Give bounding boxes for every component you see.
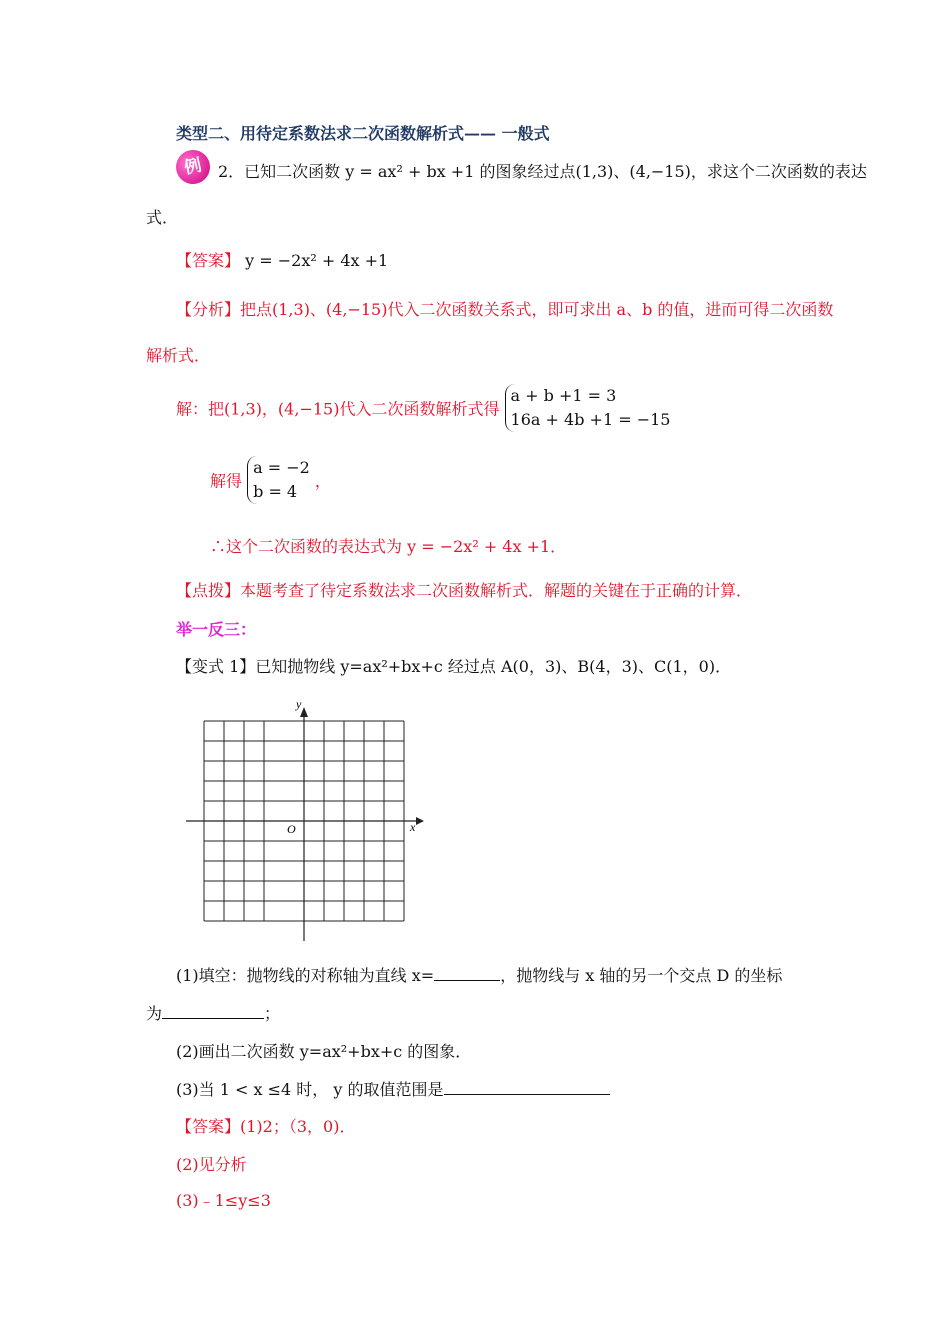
analysis-line2: 解析式．: [146, 346, 211, 365]
q1-text-d: ；: [264, 1004, 281, 1023]
answer-label: 【答案】: [176, 251, 241, 270]
analysis-line1: 【分析】把点(1,3)、(4,−15)代入二次函数关系式，即可求出 a、b 的值，进而可得二次函数: [176, 300, 834, 319]
example-question-line1: 2．已知二次函数 y = ax² + bx +1 的图象经过点(1,3)、(4,−15)，求这个二次函数的表达: [218, 162, 867, 181]
equation-2: 16a + 4b +1 = −15: [510, 410, 671, 429]
x-axis-arrow-icon: [416, 817, 424, 825]
answer-2-line3: (3)﹣1≤y≤3: [176, 1191, 271, 1210]
tip-line: 【点拨】本题考查了待定系数法求二次函数解析式．解题的关键在于正确的计算．: [176, 581, 753, 600]
solution-lead: 解：把(1,3)，(4,−15)代入二次函数解析式得: [176, 399, 500, 419]
solution-result: [210, 456, 331, 504]
example-question-line2: 式．: [146, 208, 179, 227]
answer-formula: y = −2x² + 4x +1: [245, 251, 389, 270]
q3-blank-range[interactable]: [444, 1078, 610, 1095]
solved-lead: 解得: [210, 471, 243, 491]
origin-label: O: [287, 822, 296, 836]
solution-a: a = −2: [253, 458, 310, 477]
answer-2-line2: (2)见分析: [176, 1155, 247, 1174]
q1-blank-axis[interactable]: [434, 964, 500, 981]
question-3: [176, 1077, 610, 1100]
practice-title: 举一反三：: [176, 620, 257, 639]
conclusion-line: ∴这个二次函数的表达式为 y = −2x² + 4x +1．: [210, 537, 567, 556]
x-axis-label: x: [410, 820, 416, 834]
question-2: (2)画出二次函数 y=ax²+bx+c 的图象．: [176, 1042, 472, 1061]
answer-line: [176, 248, 388, 271]
question-1-line1: [176, 963, 782, 986]
equation-1: a + b +1 = 3: [510, 386, 617, 405]
coordinate-grid: [180, 695, 430, 945]
q1-text-c: 为: [146, 1004, 163, 1023]
solution-comma: ，: [314, 471, 331, 491]
example-badge-icon: 例: [173, 147, 213, 187]
section-heading: 类型二、用待定系数法求二次函数解析式—— 一般式: [176, 124, 550, 143]
q1-text-b: ，抛物线与 x 轴的另一个交点 D 的坐标: [500, 966, 783, 985]
variant-question: 【变式 1】已知抛物线 y=ax²+bx+c 经过点 A(0，3)、B(4，3)、C(1，0)．: [176, 657, 732, 676]
q3-text: (3)当 1 < x ≤4 时， y 的取值范围是: [176, 1080, 444, 1099]
y-axis-label: y: [296, 697, 302, 711]
answer-2-line1: 【答案】(1)2；（3，0)．: [176, 1117, 356, 1136]
solution-values: [247, 456, 310, 504]
question-1-line2: [146, 1001, 280, 1024]
q1-text-a: (1)填空：抛物线的对称轴为直线 x=: [176, 966, 435, 985]
system-of-equations: [505, 384, 671, 432]
q1-blank-point[interactable]: [162, 1002, 264, 1019]
solution-system: [176, 384, 670, 432]
solution-b: b = 4: [253, 482, 298, 501]
